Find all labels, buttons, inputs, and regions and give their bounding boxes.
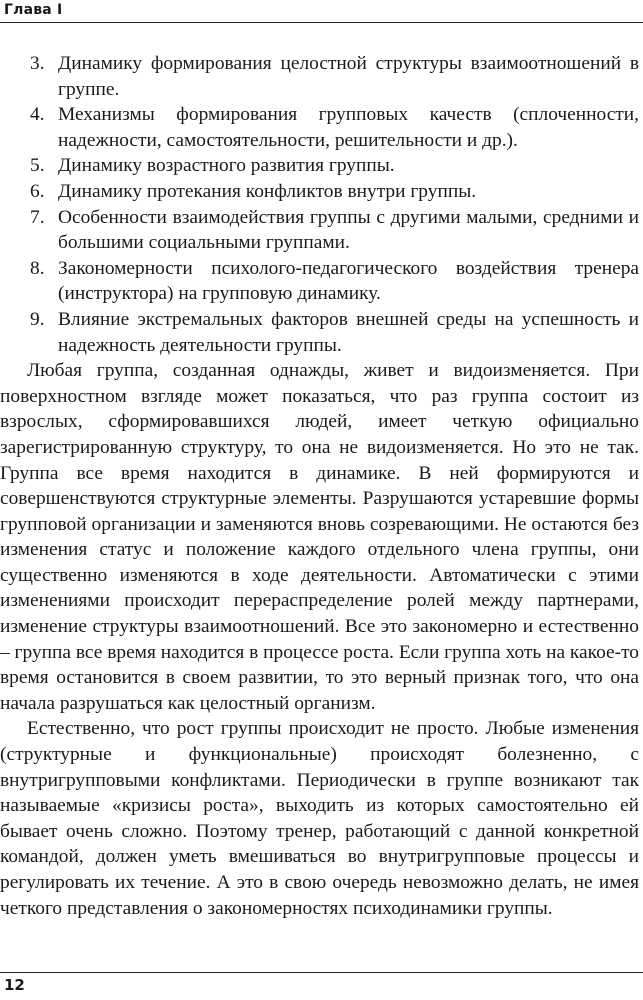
list-item [0, 179, 639, 205]
list-item-text: Влияние экстремальных факторов внешней среды на успешность и надежность деятельности группы. [58, 308, 639, 356]
numbered-list [0, 51, 639, 358]
page-number: 12 [4, 976, 25, 994]
list-item-number: 9. [30, 308, 45, 330]
footer-rule [0, 972, 643, 973]
list-item [0, 256, 639, 307]
list-item-text: Особенности взаимодействия группы с другими малыми, средними и большими социальными группами. [58, 206, 639, 254]
header-rule [0, 22, 643, 23]
list-item-text: Закономерности психолого-педагогического воздействия тренера (инструктора) на групповую динамику. [58, 257, 639, 305]
list-item-text: Динамику протекания конфликтов внутри группы. [58, 180, 477, 202]
list-item [0, 153, 639, 179]
list-item [0, 102, 639, 153]
list-item-number: 7. [30, 206, 45, 228]
list-item-number: 4. [30, 104, 45, 126]
list-item-text: Механизмы формирования групповых качеств (сплоченности, надежности, самостоятельности, решительности и др.). [58, 104, 639, 151]
list-item [0, 307, 639, 358]
list-item [0, 205, 639, 256]
list-item [0, 51, 639, 102]
body-paragraph: Любая группа, созданная однажды, живет и видоизменяется. При поверхностном взгляде может показаться, что раз группа состоит из взрослых, сформировавшихся людей, имеет четкую официально зарегистрированную структуру, то она не видоизменяется. Но это не так. Группа все время находится в динамике. В ней формируются и совершенствуются структурные элементы. Разрушаются устаревшие формы групповой организации и заменяются вновь созревающими. Не остаются без изменения статус и положение каждого отдельного члена группы, они существенно изменяются в ходе деятельности. Автоматически с этими изменениями происходит перераспределение ролей между партнерами, изменение структуры взаимоотношений. Все это закономерно и естественно – группа все время находится в процессе роста. Если группа хоть на какое-то время остановится в своем развитии, то это верный признак того, что она начала разрушаться как целостный организм. [0, 360, 639, 714]
list-item-text: Динамику возрастного развития группы. [58, 155, 395, 177]
list-item-text: Динамику формирования целостной структуры взаимоотношений в группе. [58, 53, 639, 100]
body-paragraph: Естественно, что рост группы происходит не просто. Любые изменения (структурные и функциональные) происходят болезненно, с внутригрупповыми конфликтами. Периодически в группе возникают так называемые «кризисы роста», выходить из которых самостоятельно ей бывает очень сложно. Поэтому тренер, работающий с данной конкретной командой, должен уметь вмешиваться во внутригрупповые процессы и регулировать их течение. А это в свою очередь невозможно делать, не имея четкого представления о закономерностях психодинамики группы. [0, 718, 639, 919]
page-body [0, 51, 639, 921]
list-item-number: 5. [30, 155, 45, 177]
list-item-number: 3. [30, 53, 45, 74]
running-head-chapter: Глава I [4, 2, 63, 18]
list-item-number: 6. [30, 180, 45, 202]
list-item-number: 8. [30, 257, 45, 279]
